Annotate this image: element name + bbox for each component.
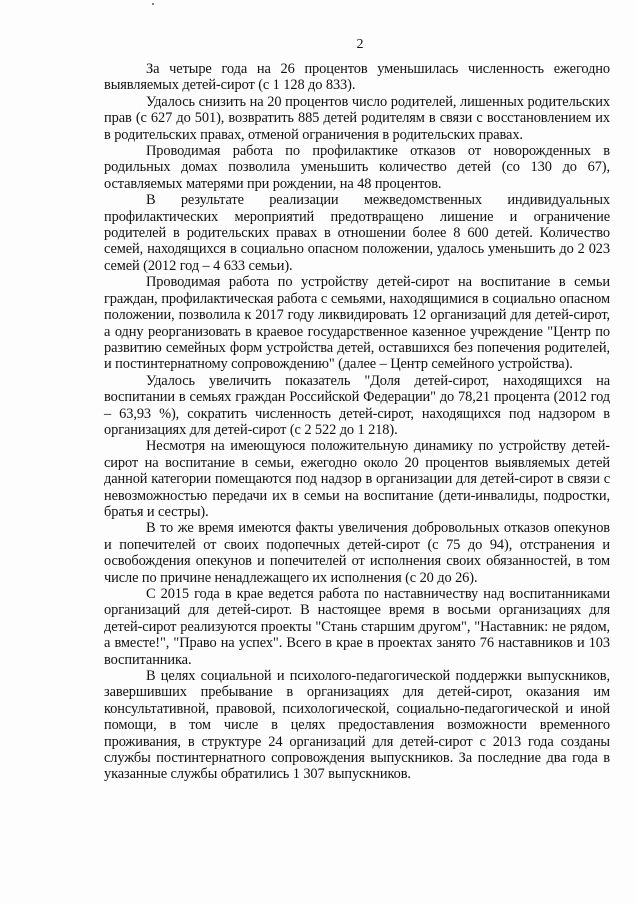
page-number: 2 [356, 37, 364, 52]
scan-speck [152, 3, 154, 5]
paragraph: Удалось увеличить показатель "Доля детей-сирот, находящихся на воспитании в семьях граждан Российской Федерации" до 78,21 процента (2012 год – 63,93 %), сократить численность детей-сирот, находящихся под надзором в организациях для детей-сирот (с 2 522 до 1 218). [104, 372, 610, 438]
paragraph: В целях социальной и психолого-педагогической поддержки выпускников, завершивших пребывание в организациях для детей-сирот, оказания им консультативной, правовой, психологической, социально-педагогической и иной помощи, в том числе в целях предоставления возможности временного проживания, в структуре 24 организаций для детей-сирот с 2013 года созданы службы постинтернатного сопровождения выпускников. За последние два года в указанные службы обратились 1 307 выпускников. [104, 668, 610, 783]
paragraph: В результате реализации межведомственных индивидуальных профилактических мероприятий предотвращено лишение и ограничение родителей в родительских правах в отношении более 8 600 детей. Количество семей, находящихся в социально опасном положении, удалось уменьшить до 2 023 семей (2012 год – 4 633 семьи). [104, 192, 610, 274]
paragraph: В то же время имеются факты увеличения добровольных отказов опекунов и попечителей от своих подопечных детей-сирот (с 75 до 94), отстранения и освобождения опекунов и попечителей от исполнения своих обязанностей, в том числе по причине ненадлежащего их исполнения (с 20 до 26). [104, 520, 610, 586]
paragraph: Удалось снизить на 20 процентов число родителей, лишенных родительских прав (с 627 до 501), возвратить 885 детей родителям в связи с восстановлением их в родительских правах, отменой ограничения в родительских правах. [104, 93, 610, 143]
paragraph: Проводимая работа по устройству детей-сирот на воспитание в семьи граждан, профилактическая работа с семьями, находящимися в социально опасном положении, позволила к 2017 году ликвидировать 12 организаций для детей-сирот, а одну реорганизовать в краевое государственное казенное учреждение "Центр по развитию семейных форм устройства детей, оставшихся без попечения родителей, и постинтернатному сопровождению" (далее – Центр семейного устройства). [104, 274, 610, 373]
paragraph: За четыре года на 26 процентов уменьшилась численность ежегодно выявляемых детей-сирот (с 1 128 до 833). [104, 61, 610, 94]
paragraph: Проводимая работа по профилактике отказов от новорожденных в родильных домах позволила уменьшить количество детей (со 130 до 67), оставляемых матерями при рождении, на 48 процентов. [104, 143, 610, 192]
paragraph: С 2015 года в крае ведется работа по наставничеству над воспитанниками организаций для детей-сирот. В настоящее время в восьми организациях для детей-сирот реализуются проекты "Стань старшим другом", "Наставник: не рядом, а вместе!", "Право на успех". Всего в крае в проектах занято 76 наставников и 103 воспитанника. [104, 586, 610, 668]
document-body [104, 61, 610, 783]
paragraph: Несмотря на имеющуюся положительную динамику по устройству детей-сирот на воспитание в семьи, ежегодно около 20 процентов выявляемых детей данной категории помещаются под надзор в организации для детей-сирот в связи с невозможностью передачи их в семьи на воспитание (дети-инвалиды, подростки, братья и сестры). [104, 438, 610, 520]
